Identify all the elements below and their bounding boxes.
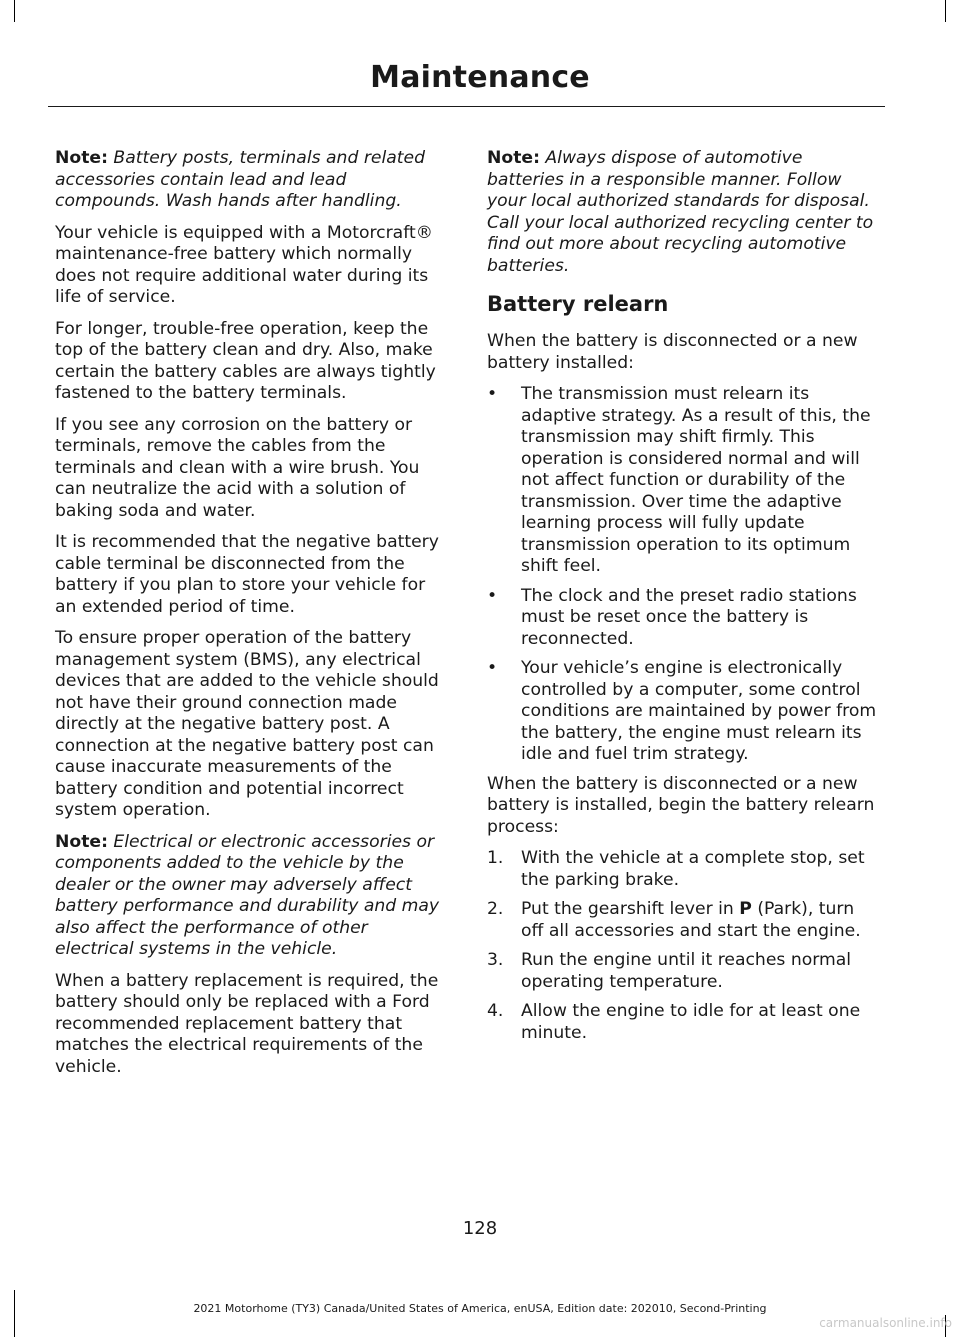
header-divider — [48, 106, 885, 107]
section-heading-battery-relearn: Battery relearn — [487, 292, 669, 316]
crop-mark-top-left — [14, 0, 15, 22]
list-item-text: The transmission must relearn its adaptive strategy. As a result of this, the transmission may shift firmly. This operation is considered normal and will not affect function or durability of the transmission. Over time the adaptive learning process will fully update transmission operation to its optimum shift feel. — [521, 384, 871, 576]
list-item — [487, 384, 879, 578]
step-text-pre: Put the gearshift lever in — [521, 899, 740, 919]
numbered-steps — [487, 848, 879, 1044]
step-number: 4. — [487, 1001, 504, 1021]
list-item-text: Your vehicle’s engine is electronically controlled by a computer, some control conditions are maintained by power from the battery, the engine must relearn its idle and fuel trim strategy. — [521, 658, 877, 764]
left-column — [55, 148, 447, 1088]
edition-info: 2021 Motorhome (TY3) Canada/United States of America, enUSA, Edition date: 202010, Second-Printing — [193, 1302, 767, 1315]
step-text: Run the engine until it reaches normal operating temperature. — [521, 950, 852, 992]
note-label: Note: — [55, 831, 108, 852]
note-text: Battery posts, terminals and related accessories contain lead and lead compounds. Wash hands after handling. — [55, 148, 425, 211]
bullet-list — [487, 384, 879, 766]
bullet-marker: • — [487, 585, 498, 606]
paragraph: To ensure proper operation of the battery management system (BMS), any electrical devices that are added to the vehicle should not have their ground connection made directly at the negative battery post. A connection at the negative battery post can cause inaccurate measurements of the battery condition and potential incorrect system operation. — [55, 628, 439, 820]
step-number: 2. — [487, 899, 504, 919]
list-item — [487, 658, 879, 766]
note-label: Note: — [55, 148, 108, 168]
step-number: 1. — [487, 848, 504, 868]
step-text: With the vehicle at a complete stop, set the parking brake. — [521, 848, 865, 890]
paragraph: When a battery replacement is required, the battery should only be replaced with a Ford recommended replacement battery that matches the electrical requirements of the vehicle. — [55, 970, 439, 1077]
step-item — [487, 950, 879, 993]
note-dispose-batteries — [487, 148, 879, 277]
note-text: Electrical or electronic accessories or components added to the vehicle by the dealer or the owner may adversely affect battery performance and durability and may also affect the performance of other electrical systems in the vehicle. — [55, 831, 440, 959]
step-number: 3. — [487, 950, 504, 970]
note-label: Note: — [487, 148, 540, 168]
bullet-marker: • — [487, 658, 498, 678]
paragraph: Your vehicle is equipped with a Motorcraft® maintenance-free battery which normally does not require additional water during its life of service. — [55, 222, 433, 307]
right-column — [487, 148, 879, 1052]
step-text-post: (Park), turn off all accessories and start the engine. — [521, 899, 861, 941]
note-text: Always dispose of automotive batteries in a responsible manner. Follow your local authorized standards for disposal. Call your local authorized recycling center to find out more about recycling automotive batteries. — [487, 148, 874, 276]
paragraph: For longer, trouble-free operation, keep the top of the battery clean and dry. Also, make certain the battery cables are always tightly fastened to the battery terminals. — [55, 318, 436, 403]
list-item — [487, 586, 879, 651]
park-position-label: P — [739, 899, 752, 919]
paragraph: When the battery is disconnected or a new battery is installed, begin the battery relearn process: — [487, 773, 875, 837]
bullet-marker: • — [487, 384, 498, 404]
list-item-text: The clock and the preset radio stations must be reset once the battery is reconnected. — [521, 585, 857, 649]
step-text: Allow the engine to idle for at least one minute. — [521, 1001, 861, 1043]
watermark: carmanualsonline.info — [819, 1316, 952, 1330]
paragraph: If you see any corrosion on the battery or terminals, remove the cables from the terminals and clean with a wire brush. You can neutralize the acid with a solution of baking soda and water. — [55, 414, 420, 521]
step-item — [487, 848, 879, 891]
paragraph: When the battery is disconnected or a new battery installed: — [487, 331, 858, 373]
note-battery-posts — [55, 148, 447, 213]
step-item — [487, 899, 879, 942]
crop-mark-top-right — [945, 0, 946, 22]
page-title: Maintenance — [370, 60, 590, 95]
step-item — [487, 1001, 879, 1044]
note-electrical-accessories — [55, 832, 447, 961]
paragraph: It is recommended that the negative battery cable terminal be disconnected from the battery if you plan to store your vehicle for an extended period of time. — [55, 532, 439, 617]
page-number: 128 — [462, 1218, 498, 1239]
